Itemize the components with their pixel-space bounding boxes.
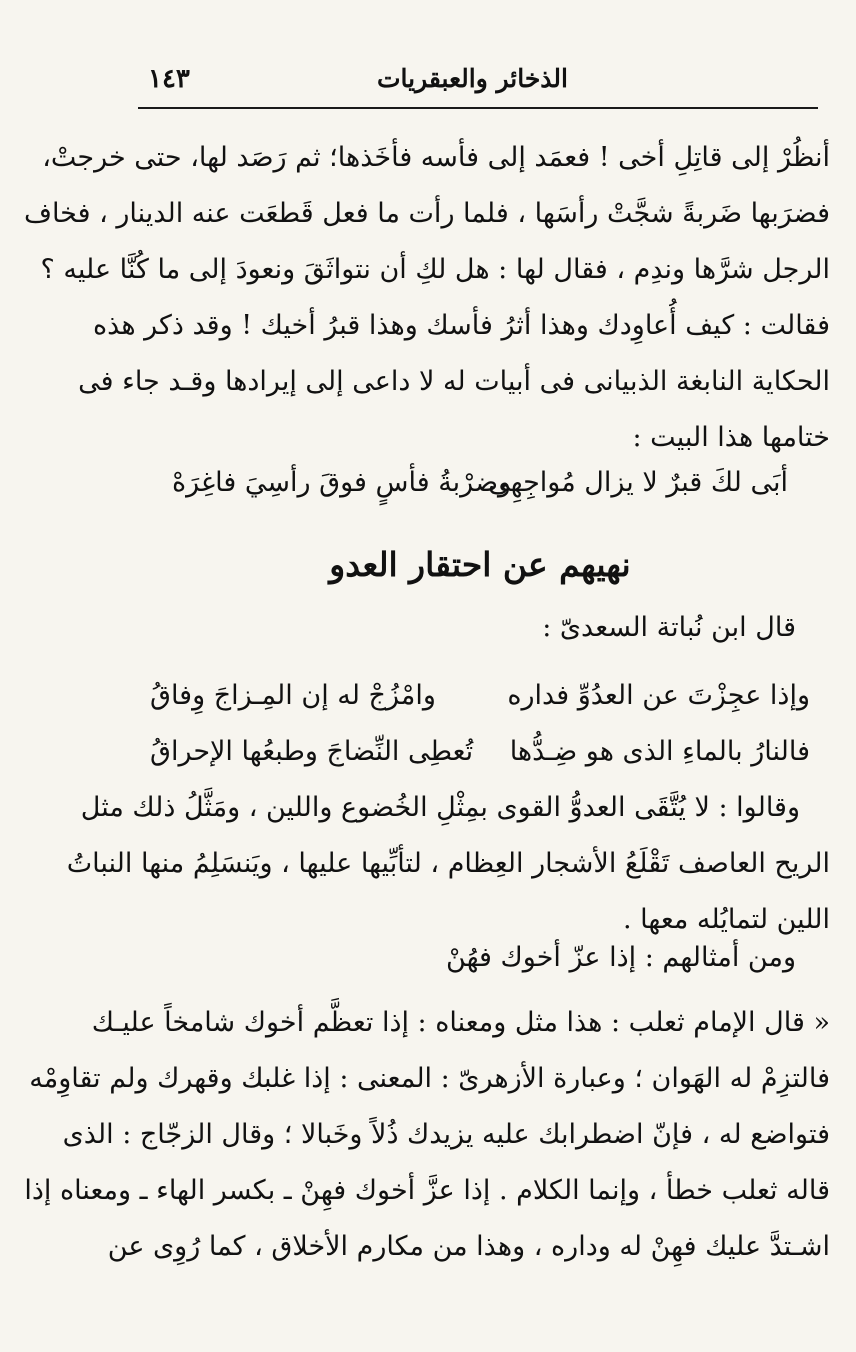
verse-1: [130, 455, 830, 511]
page-number: ١٤٣: [148, 64, 190, 94]
text-line: فضرَبها ضَربةً شجَّتْ رأسَها ، فلما رأت ما فعل قَطعَت عنه الدينار ، فخاف: [23, 198, 830, 229]
header-rule: [138, 107, 818, 109]
text-line: اشـتدَّ عليك فهِنْ له وداره ، وهذا من مكارم الأخلاق ، كما رُوِى عن: [107, 1231, 830, 1262]
text-line: فقالت : كيف أُعاوِدك وهذا أثرُ فأسك وهذا قبرُ أخيك ! وقد ذكر هذه: [93, 310, 830, 341]
verse-block: [130, 668, 830, 780]
text-line: وقالوا : لا يُتَّقَى العدوُّ القوى بمِثْلِ الخُضوع واللين ، ومَثَّلُ ذلك مثل: [80, 792, 800, 823]
verse-hemistich-2: وضرْبةُ فأسٍ فوقَ رأسِيَ فاغِرَهْ: [172, 467, 512, 498]
text-line: ختامها هذا البيت :: [632, 422, 830, 453]
section-heading: نهيهم عن احتقار العدو: [329, 545, 631, 584]
verse-hemistich-2: وامْزُجْ له إن المِـزاجَ وِفاقُ: [150, 680, 436, 711]
paragraph-2: [66, 780, 830, 948]
text-line: الريح العاصف تَقْلَعُ الأشجار العِظام ، لتأبِّيها عليها ، ويَنسَلِمُ منها النباتُ: [66, 848, 830, 879]
verse-row: [130, 668, 830, 724]
attribution: قال ابن نُباتة السعدىّ :: [542, 612, 796, 643]
text-line: اللين لتمايُله معها .: [623, 904, 830, 935]
running-title: الذخائر والعبقريات: [376, 64, 568, 93]
verse-hemistich-1: أبَى لكَ قبرٌ لا يزال مُواجِهِى: [488, 467, 788, 498]
text-line: الرجل شرَّها وندِم ، فقال لها : هل لكِ أن نتواثَقَ ونعودَ إلى ما كُنَّا عليه ؟: [40, 254, 830, 285]
paragraph-1: [23, 130, 830, 466]
paragraph-3: [24, 995, 830, 1275]
text-line: « قال الإمام ثعلب : هذا مثل ومعناه : إذا تعظَّم أخوك شامخاً عليـك: [91, 1007, 830, 1038]
text-line: فتواضع له ، فإنّ اضطرابك عليه يزيدك ذُلاً وخَبالا ؛ وقال الزجّاج : الذى: [62, 1119, 830, 1150]
text-line: أنظُرْ إلى قاتِلِ أخى ! فعمَد إلى فأسه فأخَذها؛ ثم رَصَد لها، حتى خرجتْ،: [42, 142, 830, 173]
proverb: ومن أمثالهم : إذا عزّ أخوك فهُنْ: [446, 942, 796, 973]
verse-hemistich-1: وإذا عجِزْتَ عن العدُوِّ فداره: [507, 680, 810, 711]
text-line: قاله ثعلب خطأ ، وإنما الكلام . إذا عزَّ أخوك فهِنْ ـ بكسر الهاء ـ ومعناه إذا: [24, 1175, 830, 1206]
verse-hemistich-2: تُعطِى النِّضاجَ وطبعُها الإحراقُ: [150, 736, 474, 767]
page-header: [138, 62, 818, 102]
text-line: فالتزِمْ له الهَوان ؛ وعبارة الأزهرىّ : المعنى : إذا غلبك وقهرك ولم تقاوِمْه: [29, 1063, 830, 1094]
verse-row: [130, 724, 830, 780]
verse-hemistich-1: فالنارُ بالماءِ الذى هو ضِـدُّها: [509, 736, 810, 767]
text-line: الحكاية النابغة الذبيانى فى أبيات له لا داعى إلى إيرادها وقـد جاء فى: [78, 366, 830, 397]
